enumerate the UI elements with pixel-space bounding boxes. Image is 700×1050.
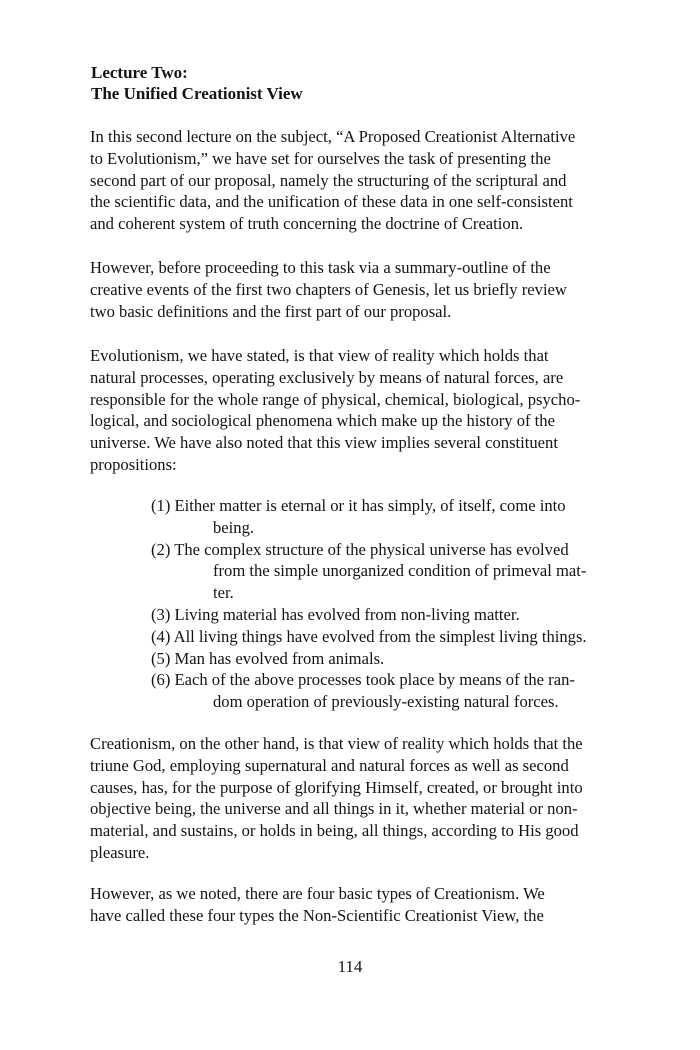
propositions-list [151, 495, 651, 713]
text-line: However, as we noted, there are four basic types of Creationism. We [90, 884, 545, 903]
text-line: pleasure. [90, 842, 150, 862]
paragraph-review [90, 257, 652, 322]
text-line: have called these four types the Non-Scientific Creationist View, the [90, 905, 544, 925]
paragraph-intro [90, 126, 652, 235]
text-line: to Evolutionism,” we have set for ourselves the task of presenting the [90, 148, 551, 168]
text-line: objective being, the universe and all things in it, whether material or non- [90, 799, 578, 819]
text-line: and coherent system of truth concerning the doctrine of Creation. [90, 214, 524, 234]
lecture-number: Lecture Two: [91, 63, 188, 82]
text-line: natural processes, operating exclusively by means of natural forces, are [90, 367, 564, 387]
text-line: responsible for the whole range of physical, chemical, biological, psycho- [90, 389, 581, 409]
text-line: the scientific data, and the unification of these data in one self-consistent [90, 192, 573, 212]
text-line: universe. We have also noted that this view implies several constituent [90, 433, 558, 453]
text-line: second part of our proposal, namely the structuring of the scriptural and [90, 170, 567, 190]
list-item: (1) Either matter is eternal or it has simply, of itself, come into [151, 496, 566, 515]
text-line: Creationism, on the other hand, is that view of reality which holds that the [90, 734, 583, 753]
text-line: material, and sustains, or holds in being, all things, according to His good [90, 821, 579, 841]
text-line: logical, and sociological phenomena which make up the history of the [90, 411, 555, 431]
text-line: causes, has, for the purpose of glorifying Himself, created, or brought into [90, 777, 583, 797]
text-line: However, before proceeding to this task via a summary-outline of the [90, 258, 551, 277]
list-item: (3) Living material has evolved from non-living matter. [151, 604, 520, 624]
text-line: triune God, employing supernatural and natural forces as well as second [90, 755, 569, 775]
list-item-continuation: dom operation of previously-existing natural forces. [213, 692, 559, 712]
text-line: propositions: [90, 454, 177, 474]
text-line: two basic definitions and the first part of our proposal. [90, 301, 452, 321]
lecture-heading [91, 62, 651, 104]
text-line: In this second lecture on the subject, “A Proposed Creationist Alternative [90, 127, 576, 146]
page-number: 114 [337, 957, 363, 976]
list-item: (2) The complex structure of the physical universe has evolved [151, 539, 569, 559]
list-item-continuation: from the simple unorganized condition of primeval mat- [213, 561, 587, 581]
paragraph-types [90, 883, 652, 927]
list-item-continuation: ter. [213, 583, 234, 603]
list-item: (6) Each of the above processes took place by means of the ran- [151, 670, 575, 690]
lecture-title: The Unified Creationist View [91, 84, 303, 103]
text-line: creative events of the first two chapters of Genesis, let us briefly review [90, 279, 567, 299]
list-item-continuation: being. [213, 517, 255, 537]
list-item: (4) All living things have evolved from the simplest living things. [151, 626, 587, 646]
list-item: (5) Man has evolved from animals. [151, 648, 385, 668]
text-line: Evolutionism, we have stated, is that view of reality which holds that [90, 346, 549, 365]
paragraph-evolutionism [90, 345, 652, 476]
paragraph-creationism [90, 733, 652, 864]
